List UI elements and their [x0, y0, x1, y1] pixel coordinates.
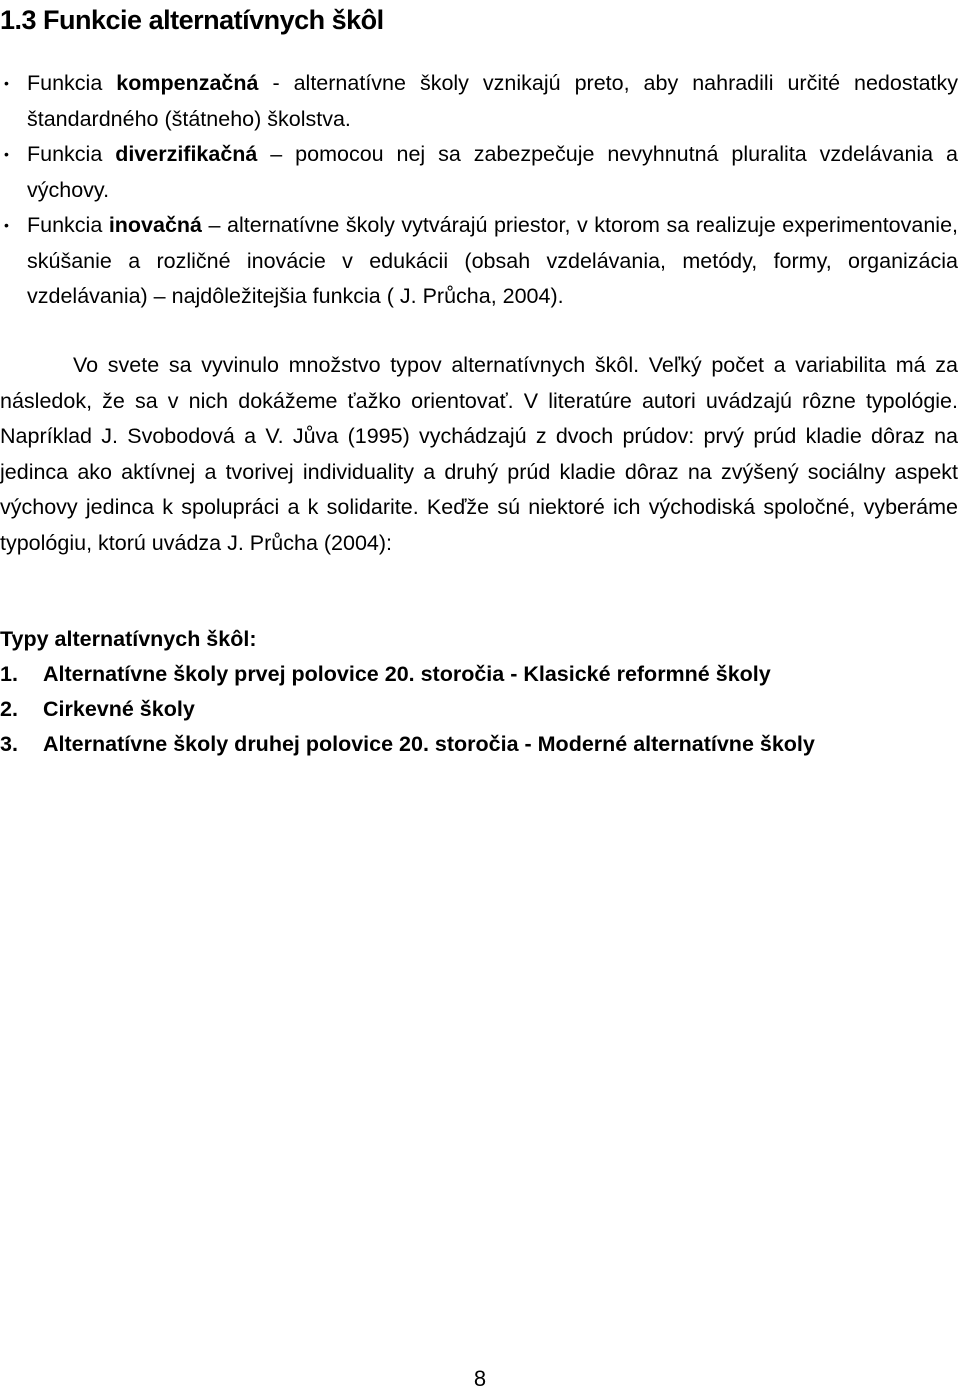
function-item-diversification [0, 137, 960, 208]
functions-list [0, 66, 960, 315]
body-paragraph: Vo svete sa vyvinulo množstvo typov alternatívnych škôl. Veľký počet a variabilita má za následok, že sa v nich dokážeme ťažko orientovať. V literatúre autori uvádzajú rôzne typológie. Napríklad J. Svobodová a V. Jůva (1995) vychádzajú z dvoch prúdov: prvý prúd kladie dôraz na jedinca ako aktívnej a tvorivej individuality a druhý prúd kladie dôraz na zvýšený sociálny aspekt výchovy jedinca k spolupráci a k solidarite. Keďže sú niektoré ich východiská spoločné, vyberáme typológiu, ktorú uvádza J. Průcha (2004): [0, 353, 958, 555]
types-item-number: 2. [0, 697, 18, 721]
types-item [0, 657, 815, 692]
function-prefix: Funkcia [27, 71, 117, 95]
bullet-dot-icon: • [4, 146, 9, 162]
function-text: – alternatívne školy vytvárajú priestor, v ktorom sa realizuje experimentovanie, skúšanie a rozličné inovácie v edukácii (obsah vzdelávania, metódy, formy, organizácia vzdelávania) – najdôležitejšia funkcia ( J. Průcha, 2004). [27, 213, 958, 308]
types-item [0, 727, 815, 762]
bullet-dot-icon: • [4, 75, 9, 91]
types-item-text: Cirkevné školy [43, 697, 195, 721]
function-item-innovation [0, 208, 960, 315]
types-list [0, 657, 815, 762]
types-item [0, 692, 815, 727]
function-term: diverzifikačná [115, 142, 258, 166]
types-item-number: 3. [0, 732, 18, 756]
types-item-text: Alternatívne školy prvej polovice 20. storočia - Klasické reformné školy [43, 662, 771, 686]
types-title: Typy alternatívnych škôl: [0, 627, 257, 651]
types-item-text: Alternatívne školy druhej polovice 20. storočia - Moderné alternatívne školy [43, 732, 815, 756]
section-heading: 1.3 Funkcie alternatívnych škôl [0, 5, 384, 35]
function-term: kompenzačná [116, 71, 259, 95]
types-item-number: 1. [0, 662, 18, 686]
function-prefix: Funkcia [27, 142, 116, 166]
page-number: 8 [473, 1366, 487, 1391]
function-prefix: Funkcia [27, 213, 109, 237]
function-term: inovačná [108, 213, 203, 237]
function-text: - alternatívne školy vznikajú preto, aby nahradili určité nedostatky štandardného (štátneho) školstva. [27, 71, 959, 131]
function-text: – pomocou nej sa zabezpečuje nevyhnutná pluralita vzdelávania a výchovy. [27, 142, 958, 202]
function-item-compensatory [0, 66, 960, 137]
bullet-dot-icon: • [4, 217, 9, 233]
